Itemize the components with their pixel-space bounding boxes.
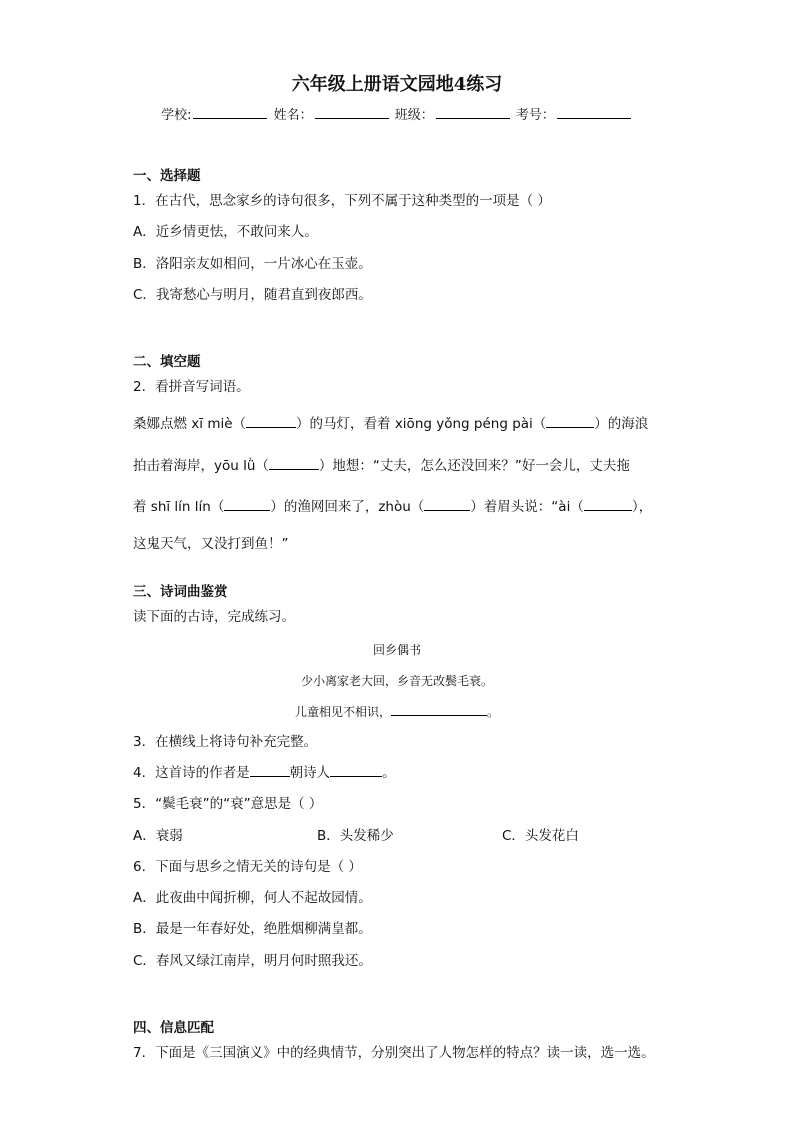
q2-text: ）着眉头说：“ài（ [470,499,584,515]
student-info-row [0,104,794,123]
q2-text: ）的渔网回来了，zhòu（ [270,499,425,515]
section-heading-matching: 四、信息匹配 [133,1020,214,1036]
q5-stem: 5．“鬓毛衰”的“衰”意思是（ ） [133,796,323,812]
q4-stem [133,764,396,782]
q1-stem: 1．在古代，思念家乡的诗句很多，下列不属于这种类型的一项是（ ） [133,193,551,209]
answer-blank[interactable] [584,498,632,511]
q1-option-b[interactable]: B．洛阳亲友如相问，一片冰心在玉壶。 [133,256,372,272]
q3-stem: 3．在横线上将诗句补充完整。 [133,734,318,750]
q2-text: ）的海浪 [594,416,649,432]
q7-stem: 7．下面是《三国演义》中的经典情节，分别突出了人物怎样的特点？读一读，选一选。 [133,1045,655,1061]
section-heading-poetry: 三、诗词曲鉴赏 [133,584,228,600]
section-heading-fill: 二、填空题 [133,354,201,370]
q4-text: 4．这首诗的作者是 [133,765,250,781]
q4-text: 。 [382,765,396,781]
answer-blank[interactable] [330,764,382,777]
poem-answer-blank[interactable] [391,703,487,716]
q4-text: 朝诗人 [289,765,331,781]
answer-blank[interactable] [250,764,290,777]
school-blank[interactable] [193,106,267,119]
answer-blank[interactable] [546,415,594,428]
name-label: 姓名： [273,108,313,123]
q2-line-3 [133,498,652,516]
q2-line-2 [133,457,630,475]
q2-text: 着 shī lín lín（ [133,499,225,515]
class-label: 班级： [394,108,434,123]
q6-option-a[interactable]: A．此夜曲中闻折柳，何人不起故园情。 [133,890,372,906]
name-blank[interactable] [315,106,389,119]
q2-text: ）地想：“丈夫，怎么还没回来？”好一会儿，丈夫拖 [318,458,630,474]
q2-text: ）， [631,499,653,515]
exam-no-blank[interactable] [557,106,631,119]
answer-blank[interactable] [269,457,319,470]
poem-title: 回乡偶书 [372,643,421,657]
page-title: 六年级上册语文园地4练习 [291,74,503,95]
class-blank[interactable] [436,106,510,119]
q5-option-b[interactable]: B．头发稀少 [317,828,394,844]
section-heading-choice: 一、选择题 [133,168,201,184]
q2-text: 拍击着海岸，yōu lǜ（ [133,458,269,474]
q2-line-4: 这鬼天气，又没打到鱼！” [133,536,289,552]
answer-blank[interactable] [246,415,296,428]
poem-line-2 [0,703,794,720]
q2-text: 桑娜点燃 xī miè（ [133,416,247,432]
q2-line-1 [133,415,648,433]
q6-stem: 6．下面与思乡之情无关的诗句是（ ） [133,859,362,875]
poem-text: 儿童相见不相识， [294,705,391,719]
poem-line-1: 少小离家老大回，乡音无改鬓毛衰。 [300,674,493,688]
school-label: 学校: [161,108,192,123]
q5-option-c[interactable]: C．头发花白 [502,828,579,844]
q6-option-b[interactable]: B．最是一年春好处，绝胜烟柳满皇都。 [133,921,372,937]
exam-no-label: 考号： [515,108,555,123]
q2-stem: 2．看拼音写词语。 [133,379,250,395]
q1-option-c[interactable]: C．我寄愁心与明月，随君直到夜郎西。 [133,287,372,303]
q1-option-a[interactable]: A．近乡情更怯，不敢问来人。 [133,224,318,240]
poem-text: 。 [487,705,500,719]
poem-intro: 读下面的古诗，完成练习。 [133,609,295,625]
answer-blank[interactable] [224,498,270,511]
answer-blank[interactable] [424,498,470,511]
q2-text: ）的马灯，看着 xiōng yǒng péng pài（ [296,416,547,432]
q6-option-c[interactable]: C．春风又绿江南岸，明月何时照我还。 [133,953,372,969]
q5-option-a[interactable]: A．衰弱 [133,828,183,844]
